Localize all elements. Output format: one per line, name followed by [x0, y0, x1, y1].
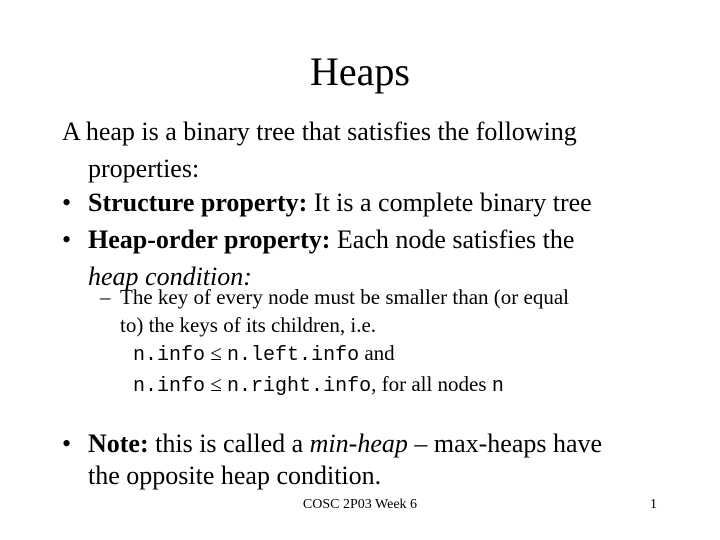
sub-line-1: The key of every node must be smaller than (or equal: [120, 285, 570, 309]
intro-line-2: properties:: [88, 154, 200, 183]
code-n-info: n.info: [133, 375, 206, 398]
le-symbol: ≤: [210, 341, 222, 365]
code-n: n: [491, 375, 504, 398]
bullet-text: Each node satisfies the: [330, 225, 575, 254]
page-number: 1: [650, 497, 657, 512]
sub-bullet-heap-condition: [100, 283, 660, 401]
code-line-left: [100, 339, 660, 370]
intro-paragraph: [62, 113, 682, 187]
footer-course: COSC 2P03 Week 6: [302, 497, 418, 512]
note-line-2: the opposite heap condition.: [88, 461, 382, 490]
sub-line-2: to) the keys of its children, i.e.: [120, 313, 377, 337]
bullet-term: Heap-order property:: [88, 225, 331, 254]
dash-icon: –: [100, 285, 111, 309]
note-text-2: – max-heaps have: [407, 429, 603, 458]
note-text-1: this is called a: [148, 429, 310, 458]
bullet-note: [62, 428, 682, 492]
note-label: Note:: [88, 429, 149, 458]
bullet-icon: •: [62, 225, 72, 254]
code-line-tail: and: [359, 341, 395, 365]
slide-title: Heaps: [310, 49, 410, 94]
code-n-left-info: n.left.info: [227, 344, 360, 367]
bullet-icon: •: [62, 429, 72, 458]
bullet-text: It is a complete binary tree: [307, 188, 592, 217]
code-n-info: n.info: [133, 344, 206, 367]
code-n-right-info: n.right.info: [227, 375, 372, 398]
bullet-term: Structure property:: [88, 188, 308, 217]
code-line-tail: , for all nodes: [371, 372, 492, 396]
code-line-right: [100, 370, 660, 401]
le-symbol: ≤: [210, 372, 222, 396]
bullet-italic-text: heap condition:: [88, 262, 252, 291]
bullet-icon: •: [62, 188, 72, 217]
bullet-list: [62, 184, 682, 295]
bullet-structure-property: [62, 184, 682, 221]
note-text: [62, 428, 682, 492]
intro-line-1: A heap is a binary tree that satisfies the following: [62, 117, 577, 146]
note-italic: min-heap: [309, 429, 408, 458]
